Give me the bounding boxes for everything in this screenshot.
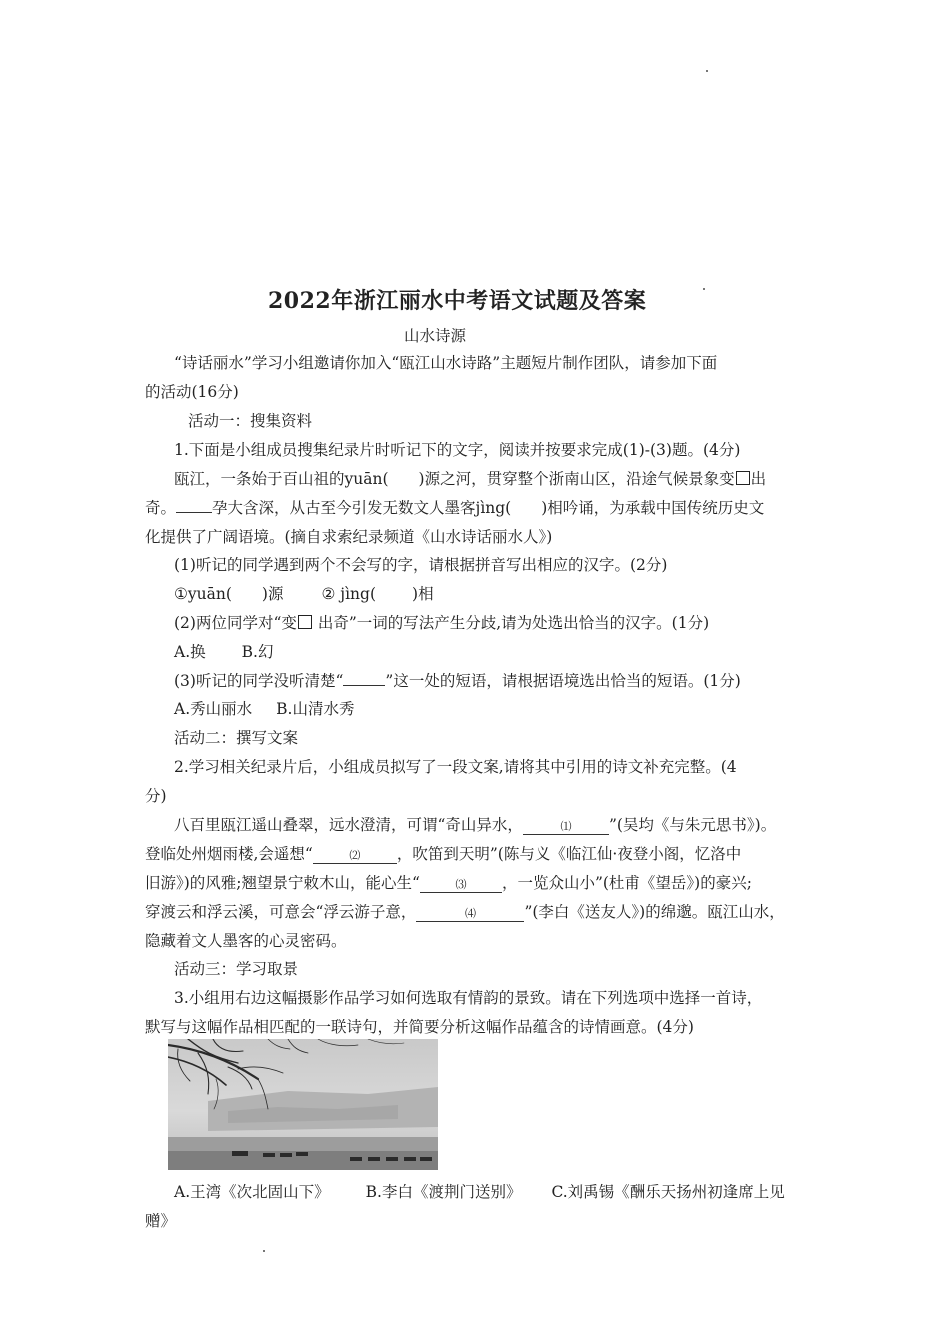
answer-blank-2[interactable]: ⑵ [313, 849, 397, 864]
unknown-char-box [298, 615, 312, 629]
question-3-options-cont: 赠》 [145, 1212, 177, 1230]
passage-line-1: 瓯江，一条始于百山祖的yuān( )源之河，贯穿整个浙南山区，沿途气候景象变 出 [174, 470, 767, 488]
option-a[interactable]: A.秀山丽水 [174, 700, 253, 718]
question-3-options [174, 1182, 785, 1202]
landscape-photo [168, 1039, 438, 1170]
question-3-stem-1: 3.小组用右边这幅摄影作品学习如何选取有情韵的景致。请在下列选项中选择一首诗， [174, 989, 763, 1007]
question-3-stem-2: 默写与这幅作品相匹配的一联诗句，并简要分析这幅作品蕴含的诗情画意。(4分) [145, 1018, 694, 1036]
option-c[interactable]: C.刘禹锡《酬乐天扬州初逢席上见 [551, 1183, 785, 1201]
question-1-stem: 1.下面是小组成员搜集纪录片时听记下的文字，阅读并按要求完成(1)-(3)题。(4分) [174, 441, 741, 459]
unknown-char-box [736, 471, 750, 485]
option-a[interactable]: A.王湾《次北固山下》 [174, 1183, 330, 1201]
q2-line-2: 登临处州烟雨楼,会遥想“ ⑵ ，吹笛到天明”(陈与义《临江仙·夜登小阁，忆洛中 [145, 845, 742, 863]
passage-line-3: 化提供了广阔语境。(摘自求索纪录频道《山水诗话丽水人》) [145, 528, 553, 546]
q2-line-4: 穿渡云和浮云溪，可意会“浮云游子意， ⑷ ”(李白《送友人》)的绵邈。瓯江山水， [145, 903, 785, 921]
option-a[interactable]: A.换 [174, 643, 206, 661]
answer-blank-4[interactable]: ⑷ [416, 907, 524, 922]
q2-line-5: 隐藏着文人墨客的心灵密码。 [145, 932, 347, 950]
page-title: 2022年浙江丽水中考语文试题及答案 [268, 288, 647, 314]
phrase-blank[interactable] [176, 498, 212, 513]
answer-blank-1[interactable]: ⑴ [523, 820, 609, 835]
option-b[interactable]: B.李白《渡荆门送别》 [365, 1183, 522, 1201]
photo-drawing [168, 1039, 438, 1170]
phrase-blank[interactable] [343, 671, 385, 686]
option-b[interactable]: B.山清水秀 [276, 700, 355, 718]
intro-line-2: 的活动(16分) [145, 383, 239, 401]
intro-line-1: “诗话丽水”学习小组邀请你加入“瓯江山水诗路”主题短片制作团队，请参加下面 [174, 354, 718, 372]
activity-2-heading: 活动二：撰写文案 [174, 729, 299, 747]
q2-line-1: 八百里瓯江遥山叠翠，远水澄清，可谓“奇山异水， ⑴ ”(吴均《与朱元思书》)。 [174, 816, 777, 834]
sub-question-1-items: ①yuān( )源 ② jìng( )相 [174, 585, 434, 603]
answer-blank-3[interactable]: ⑶ [420, 878, 502, 893]
sub-question-3-options [174, 699, 354, 719]
sub-question-2-options [174, 642, 273, 662]
activity-1-heading: 活动一：搜集资料 [188, 412, 313, 430]
passage-line-2: 奇。 孕大含深，从古至今引发无数文人墨客jìng( )相吟诵，为承载中国传统历史文 [145, 499, 765, 517]
sub-question-2: (2)两位同学对“变 出奇”一词的写法产生分歧,请为处选出恰当的汉字。(1分) [174, 614, 710, 632]
question-2-stem-1: 2.学习相关纪录片后，小组成员拟写了一段文案,请将其中引用的诗文补充完整。(4 [174, 758, 737, 776]
question-2-stem-2: 分) [145, 787, 167, 805]
sub-question-3: (3)听记的同学没听清楚“ ”这一处的短语，请根据语境选出恰当的短语。(1分) [174, 672, 741, 690]
sub-question-1: (1)听记的同学遇到两个不会写的字，请根据拼音写出相应的汉字。(2分) [174, 556, 668, 574]
subtitle: 山水诗源 [404, 327, 467, 345]
activity-3-heading: 活动三：学习取景 [174, 960, 299, 978]
option-b[interactable]: B.幻 [241, 643, 274, 661]
q2-line-3: 旧游》)的风雅;翘望景宁敕木山，能心生“ ⑶ ，一览众山小”(杜甫《望岳》)的豪兴; [145, 874, 752, 892]
